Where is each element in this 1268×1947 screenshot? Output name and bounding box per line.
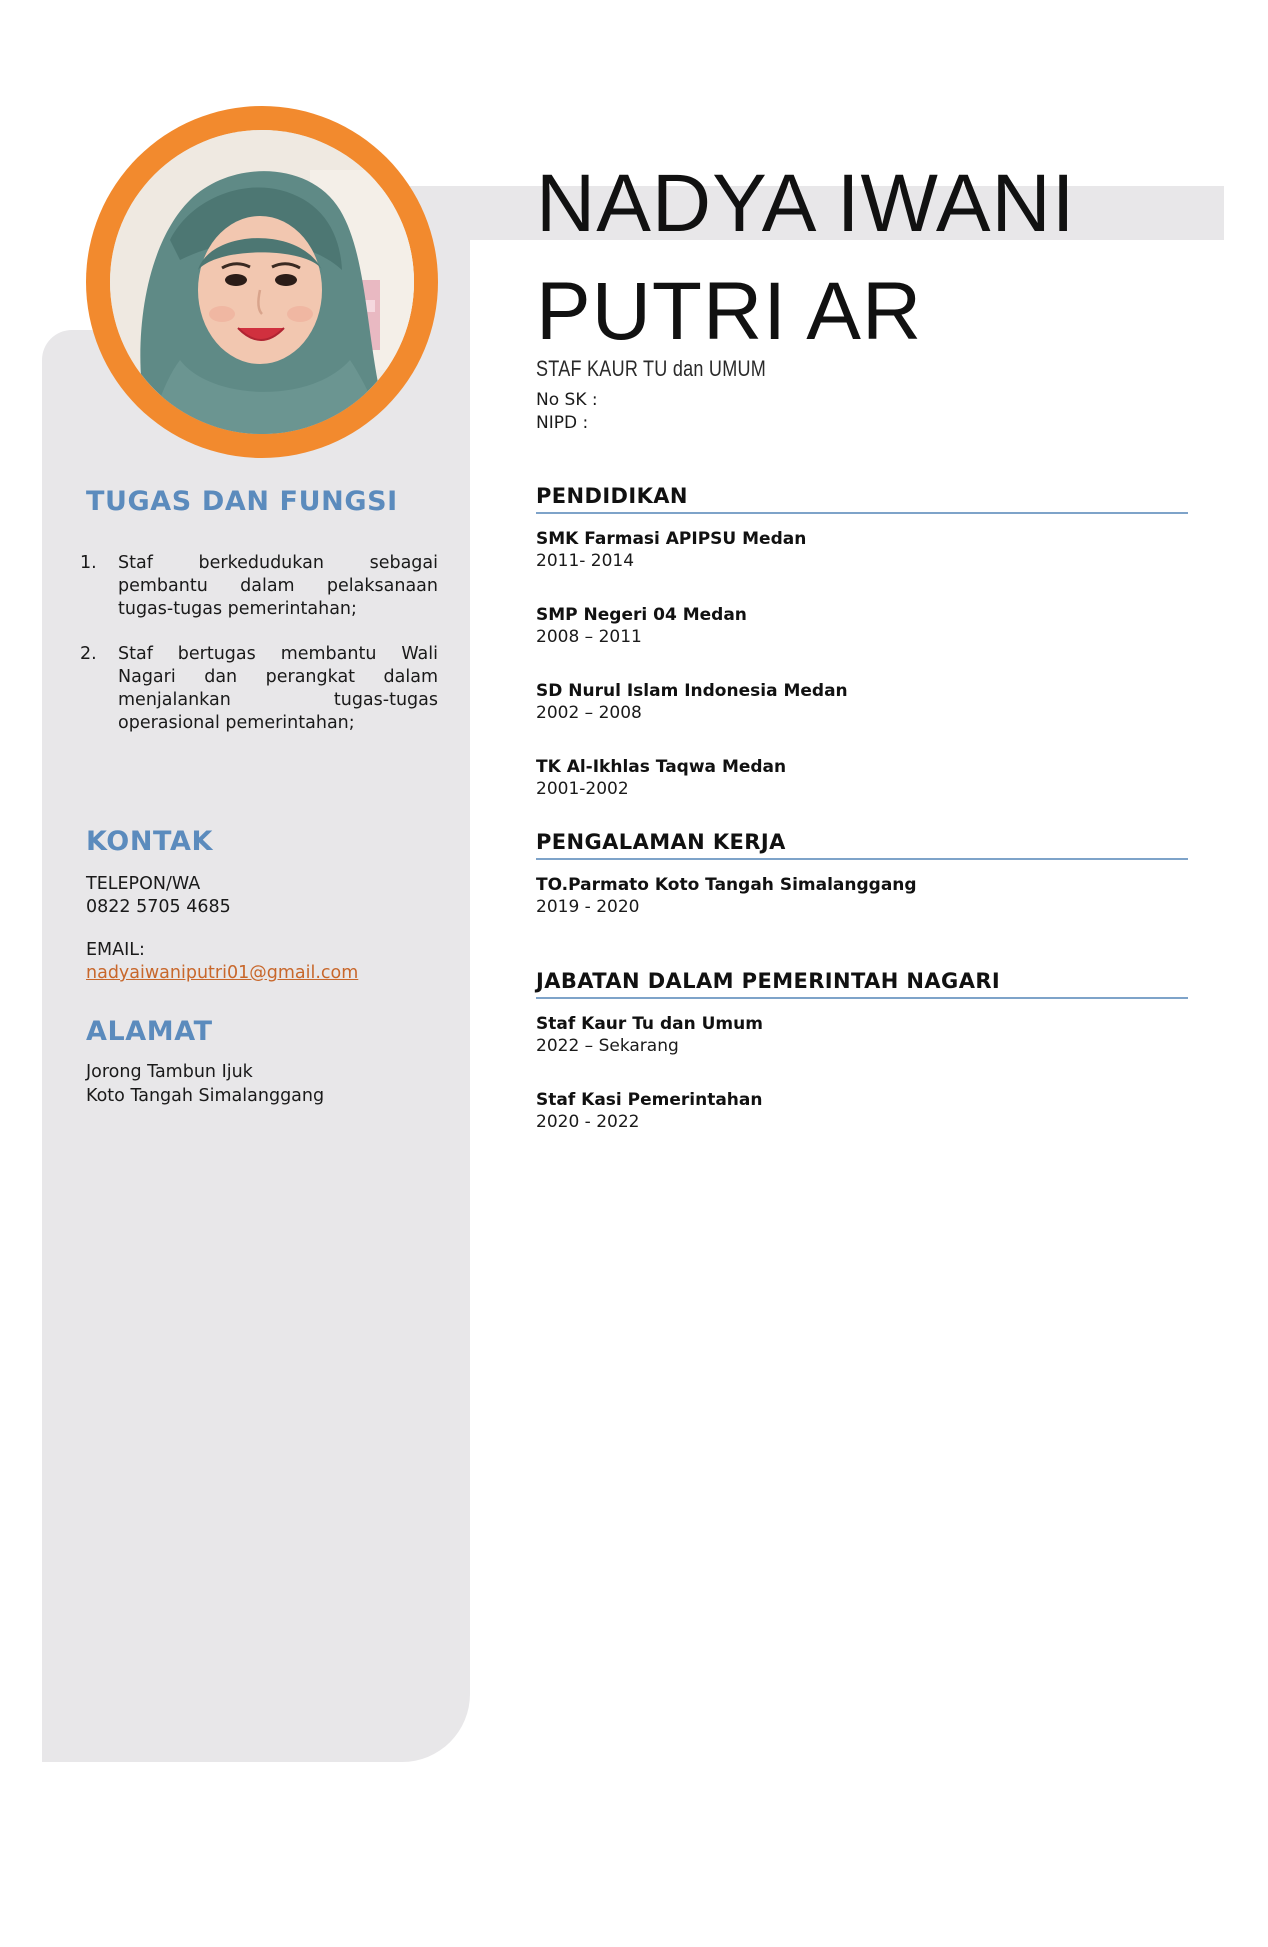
tugas-item-number: 2. xyxy=(80,644,97,664)
email-label: EMAIL: xyxy=(86,940,145,960)
education-school: SMK Farmasi APIPSU Medan xyxy=(536,529,807,549)
education-school: SD Nurul Islam Indonesia Medan xyxy=(536,681,848,701)
email-link[interactable]: nadyaiwaniputri01@gmail.com xyxy=(86,963,359,983)
tugas-item-number: 1. xyxy=(80,553,97,573)
education-entry xyxy=(536,604,1188,649)
full-name-line-1: NADYA IWANI xyxy=(536,158,1076,249)
position-title: Staf Kaur Tu dan Umum xyxy=(536,1014,763,1034)
education-entry xyxy=(536,756,1188,801)
full-name xyxy=(536,150,1216,366)
tugas-item-text: Staf bertugas membantu Wali Nagari dan perangkat dalam menjalankan tugas-tugas operasional pemerintahan; xyxy=(118,644,438,733)
jabatan-heading: JABATAN DALAM PEMERINTAH NAGARI xyxy=(536,969,1188,999)
position-years: 2020 - 2022 xyxy=(536,1112,640,1132)
tugas-list xyxy=(80,552,438,757)
pengalaman-section xyxy=(536,830,1188,950)
education-years: 2002 – 2008 xyxy=(536,703,642,723)
full-name-line-2: PUTRI AR xyxy=(536,266,923,357)
kontak-heading: KONTAK xyxy=(86,826,213,857)
position-entry xyxy=(536,1089,1188,1134)
no-sk: No SK : xyxy=(536,390,598,410)
position-years: 2022 – Sekarang xyxy=(536,1036,679,1056)
tugas-item xyxy=(80,552,438,621)
education-years: 2008 – 2011 xyxy=(536,627,642,647)
experience-years: 2019 - 2020 xyxy=(536,897,640,917)
education-school: SMP Negeri 04 Medan xyxy=(536,605,747,625)
address-line-2: Koto Tangah Simalanggang xyxy=(86,1086,325,1106)
tugas-item-text: Staf berkedudukan sebagai pembantu dalam pelaksanaan tugas-tugas pemerintahan; xyxy=(118,553,438,619)
phone-label: TELEPON/WA xyxy=(86,874,201,894)
pendidikan-section xyxy=(536,484,1188,832)
profile-photo-illustration xyxy=(110,130,414,434)
tugas-item xyxy=(80,643,438,735)
experience-entry xyxy=(536,874,1188,919)
education-entry xyxy=(536,680,1188,725)
pengalaman-heading: PENGALAMAN KERJA xyxy=(536,830,1188,860)
jabatan-section xyxy=(536,969,1188,1165)
address-line-1: Jorong Tambun Ijuk xyxy=(86,1062,253,1082)
tugas-heading: TUGAS DAN FUNGSI xyxy=(86,486,398,517)
position-title: Staf Kasi Pemerintahan xyxy=(536,1090,763,1110)
pendidikan-heading: PENDIDIKAN xyxy=(536,484,1188,514)
education-years: 2001-2002 xyxy=(536,779,629,799)
education-years: 2011- 2014 xyxy=(536,551,635,571)
position-entry xyxy=(536,1013,1188,1058)
profile-photo xyxy=(110,130,414,434)
education-school: TK Al-Ikhlas Taqwa Medan xyxy=(536,757,787,777)
experience-place: TO.Parmato Koto Tangah Simalanggang xyxy=(536,875,917,895)
phone-number: 0822 5705 4685 xyxy=(86,897,231,917)
alamat-heading: ALAMAT xyxy=(86,1016,213,1047)
job-role: STAF KAUR TU dan UMUM xyxy=(536,356,767,381)
education-entry xyxy=(536,528,1188,573)
nipd: NIPD : xyxy=(536,413,589,433)
